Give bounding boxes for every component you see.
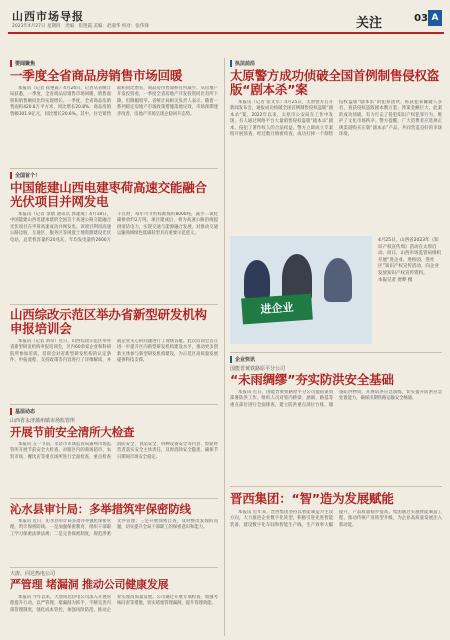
- news-photo: [230, 236, 372, 344]
- kicker: 执法前沿: [230, 60, 442, 67]
- article-inspection: [10, 408, 218, 490]
- page-letter: A: [428, 10, 442, 26]
- divider: [10, 304, 218, 305]
- divider: [10, 168, 218, 169]
- headline: 晋西集团：“智”造为发展赋能: [230, 491, 394, 506]
- headline: 沁水县审计局：多举措筑牢保密防线: [10, 502, 191, 516]
- article-text: 本报讯（记者 崔艳霞）4月24日，记者从省统计局获悉，一季度，全省商品房销售市场回暖，销售面积和销售额同比均实现增长。一季度，全省商品房销售面积420.8万平方米，同比增长20.8%；商品房销售额301.9亿元，同比增长20.6%。其中，住宅销售面积同比增长，商品房待售面积有所减少。从房地产开发投资看，一季度全省房地产开发投资同比有所下降，但降幅收窄。省统计局相关负责人表示，随着一系列稳定房地产市场政策措施落地见效，市场预期逐步改善，房地产市场呈现企稳回升态势。: [10, 86, 218, 117]
- divider: [10, 404, 218, 405]
- headline: 山西综改示范区举办省新型研发机构申报培训会: [10, 307, 207, 336]
- article-text: 本报讯 五一节前，永济市市场监管局蒲州市场监管所开展节前安全大检查，对辖区内的商场超市、农贸市场、餐饮店等重点场所进行全面检查，重点检查消防安全、食品安全、特种设备安全等内容，督促经营者落实安全主体责任，及时消除安全隐患，确保节日期间市场安全稳定。: [10, 442, 218, 460]
- subheading: 国能晋黄铁路原平分公司: [230, 366, 286, 372]
- article-body: [10, 86, 218, 150]
- article-flood-safety: [230, 356, 442, 486]
- kicker: 企业快讯: [230, 356, 442, 363]
- article-script-kill-case: [230, 60, 442, 226]
- newspaper-title: 山西市场导报: [12, 10, 84, 23]
- column-divider: [224, 58, 225, 636]
- headline: 一季度全省商品房销售市场回暖: [10, 68, 183, 83]
- subheading: 大唐、同达热电公司: [10, 571, 56, 577]
- photo-sign: 进企业: [241, 294, 313, 325]
- headline: 中国能建山西电建枣荷高速交能融合光伏项目并网发电: [10, 180, 207, 209]
- article-body: [10, 339, 218, 401]
- article-body: [230, 100, 442, 226]
- article-text: 本报讯（记者 张文军）4月25日，太原警方召开新闻发布会，通报成功侦破全国首例制售侵权盗版“剧本杀”案。2022年以来，太原市公安局在工作中发现，有人通过网络平台大量销售侵权盗版“剧本杀”剧本，侵犯了著作权人的合法权益。警方立即成立专案组开展侦查，经过数月缜密侦查，成功打掉一个制售侵权盗版“剧本杀”的犯罪团伙，抓获犯罪嫌疑人多名，查获侵权盗版剧本数万套，涉案金额巨大。此案的成功侦破，有力打击了侵犯知识产权犯罪行为，维护了文化市场秩序。警方提醒，广大消费者应选择正规渠道购买正版“剧本杀”产品，共同营造良好的市场环境。: [230, 100, 442, 138]
- article-body: [230, 510, 442, 632]
- section-name: 关注: [355, 16, 382, 31]
- divider: [10, 567, 218, 568]
- kicker: 全国首个！: [10, 172, 218, 179]
- article-audit: [10, 502, 218, 563]
- subheading: 山西省永济蒲州镇市场监管所: [10, 418, 76, 424]
- kicker: 基层动态: [10, 408, 218, 415]
- masthead: [8, 6, 444, 34]
- headline: 严管理 堵漏洞 推动公司健康发展: [10, 578, 169, 591]
- article-real-estate: [10, 60, 218, 150]
- article-power-company: [10, 570, 218, 639]
- page-number: 03: [414, 13, 428, 24]
- divider: [10, 498, 218, 499]
- article-body: [10, 519, 218, 563]
- article-smart-manufacturing: [230, 492, 442, 632]
- headline: “未雨绸缪”夯实防洪安全基础: [230, 372, 394, 387]
- article-text: 本报讯 近年来，晋西集团坚持以智能制造为主攻方向，大力推进企业数字化转型，积极引进先进智能装备，建设数字化车间和智能生产线，生产效率大幅提升，产品质量稳步提高。集团通过实施智能制造工程，推动传统产业转型升级，为企业高质量发展注入新动能。: [230, 510, 442, 528]
- kicker: 要闻聚焦: [10, 60, 218, 67]
- article-text: 本报讯 今年以来，大唐同达热电公司深入开展管理提升行动，以严管理、堵漏洞为抓手，不断完善内部管理制度，强化成本管控，加强风险防范，推动企业实现高质量发展。公司通过开展专项检查、加强考核问责等措施，切实堵塞管理漏洞，提升管理效能。: [10, 595, 218, 613]
- divider: [230, 486, 442, 487]
- photo-credit: 本报记者 贾晔 摄: [378, 277, 413, 283]
- article-text: 本报讯 近日，国能晋黄铁路原平分公司提前谋划部署防洪工作，组织人员对管内桥梁、涵洞、路基等重点部位进行全面排查，建立防洪重点部位台账，储备防洪物资，开展防洪应急演练，切实提升防洪应急处置能力，确保汛期铁路运输安全畅通。: [230, 390, 442, 408]
- issue-meta: 2023年4月27日 星期四 责编：崔艳霞 美编：赵淑华 校对：张伟锋: [12, 24, 149, 29]
- article-text: 本报讯（记者 余婧 通讯员 郭建成）4月18日，中国能建山西电建承建的全国首个高速公路交能融合光伏项目在枣荷高速成功并网发电。该项目利用高速公路边坡、互通区、服务区等闲置土地资源建设光伏电站，总装机容量约20兆瓦，年均发电量约2600万千瓦时，每年可节约标准煤约8000吨，减少二氧化碳排放约2万吨。项目建成后，将为高速公路沿线提供清洁电力，实现交通与能源融合发展，对推动交通运输领域绿色低碳转型具有重要示范意义。: [10, 212, 218, 243]
- headline: 开展节前安全清所大检查: [10, 425, 135, 439]
- article-training: [10, 308, 218, 401]
- article-pv-project: [10, 172, 218, 296]
- article-text: 本报讯（记者 刘卓）近日，山西综改示范区举办省新型研发机构申报培训会，区内60余家企业和科研院所参加培训。培训会对省新型研发机构的认定条件、申报流程、支持政策等内容进行了详细解读，并就企业关心的问题进行了现场答疑。此次培训会旨在进一步提升区内新型研发机构建设水平，推动更多创新主体参与新型研发机构建设，为示范区高质量发展提供科技支撑。: [10, 339, 218, 364]
- article-text: 本报讯 近日，沁水县审计局多措并举强化保密管理，筑牢保密防线。一是加强保密教育，组织干部职工学习保密法律法规；二是完善保密制度，规范涉密文件管理；三是开展保密自查，及时整改发现的问题，切实提升全局干部职工的保密意识和能力。: [10, 519, 218, 537]
- headline: 太原警方成功侦破全国首例制售侵权盗版“剧本杀”案: [230, 68, 440, 97]
- caption-text: 4月25日，山西省2023年《知识产权宣传周》活动在太原启动。同日，山西市场监管局组织开展“进企业、进校园、进社区”知识产权宣传活动，向企业发放知识产权宣传资料。: [378, 238, 441, 276]
- divider: [230, 352, 442, 353]
- article-body: [230, 390, 442, 486]
- article-body: [10, 212, 218, 296]
- article-body: [10, 442, 218, 490]
- photo-caption: [378, 238, 442, 284]
- article-body: [10, 595, 218, 639]
